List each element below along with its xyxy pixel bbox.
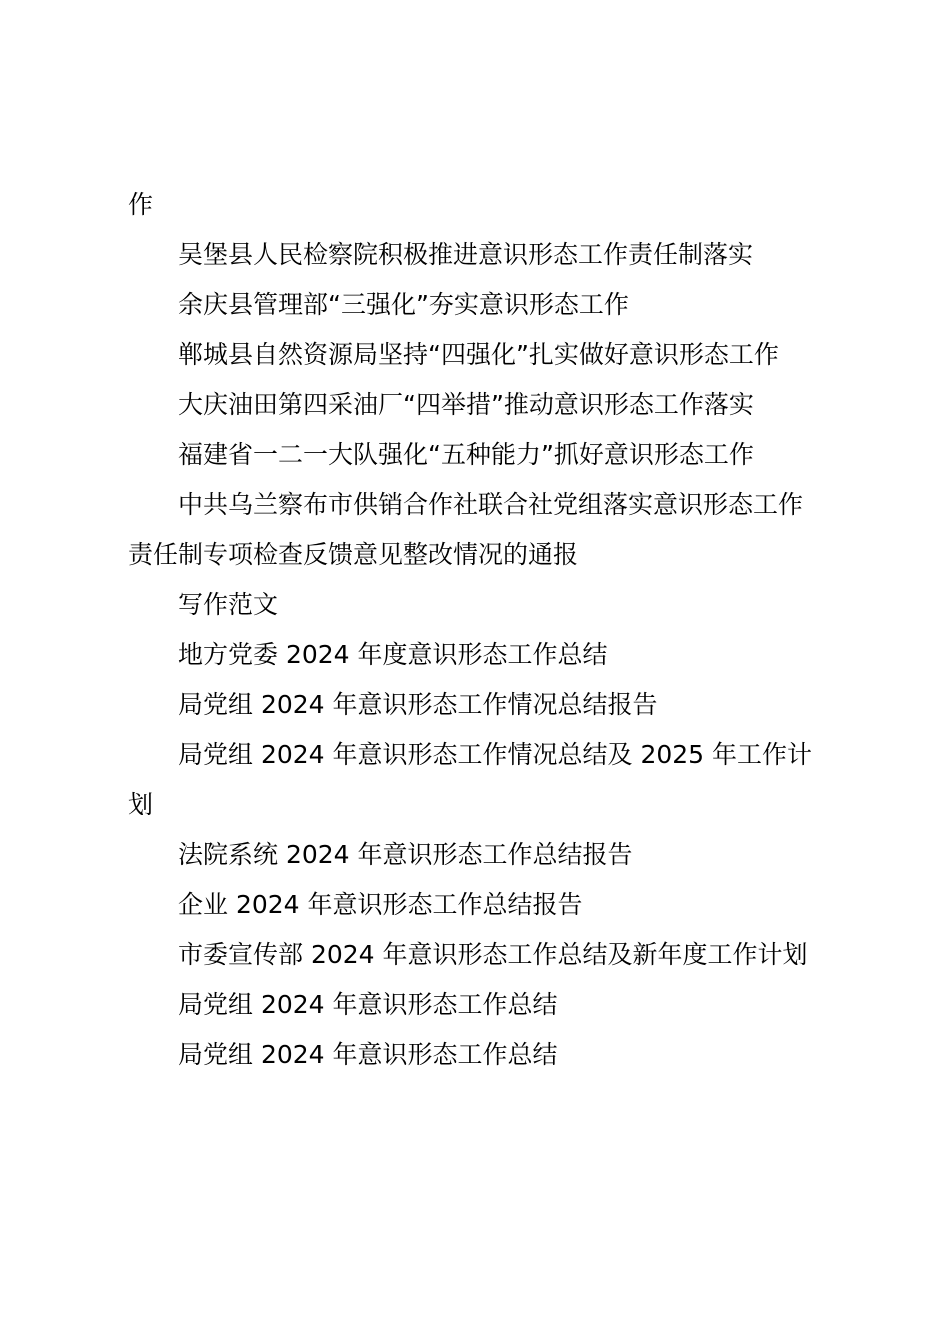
text-line: 责任制专项检查反馈意见整改情况的通报	[128, 540, 579, 569]
text-line: 郸城县自然资源局坚持“四强化”扎实做好意识形态工作	[178, 340, 779, 369]
text-line: 局党组 2024 年意识形态工作总结	[178, 990, 558, 1019]
text-line: 中共乌兰察布市供销合作社联合社党组落实意识形态工作	[178, 490, 804, 519]
text-line: 局党组 2024 年意识形态工作情况总结报告	[178, 690, 658, 719]
text-line: 福建省一二一大队强化“五种能力”抓好意识形态工作	[178, 440, 754, 469]
text-line: 局党组 2024 年意识形态工作情况总结及 2025 年工作计	[178, 740, 813, 769]
text-line: 局党组 2024 年意识形态工作总结	[178, 1040, 558, 1069]
text-line: 大庆油田第四采油厂“四举措”推动意识形态工作落实	[178, 390, 754, 419]
text-line: 作	[128, 190, 154, 219]
text-line: 法院系统 2024 年意识形态工作总结报告	[178, 840, 633, 869]
section-heading: 写作范文	[178, 590, 279, 619]
text-line: 划	[128, 790, 154, 819]
text-line: 企业 2024 年意识形态工作总结报告	[178, 890, 583, 919]
text-line: 余庆县管理部“三强化”夯实意识形态工作	[178, 290, 629, 319]
text-line: 地方党委 2024 年度意识形态工作总结	[178, 640, 608, 669]
text-line: 吴堡县人民检察院积极推进意识形态工作责任制落实	[178, 240, 754, 269]
text-line: 市委宣传部 2024 年意识形态工作总结及新年度工作计划	[178, 940, 808, 969]
